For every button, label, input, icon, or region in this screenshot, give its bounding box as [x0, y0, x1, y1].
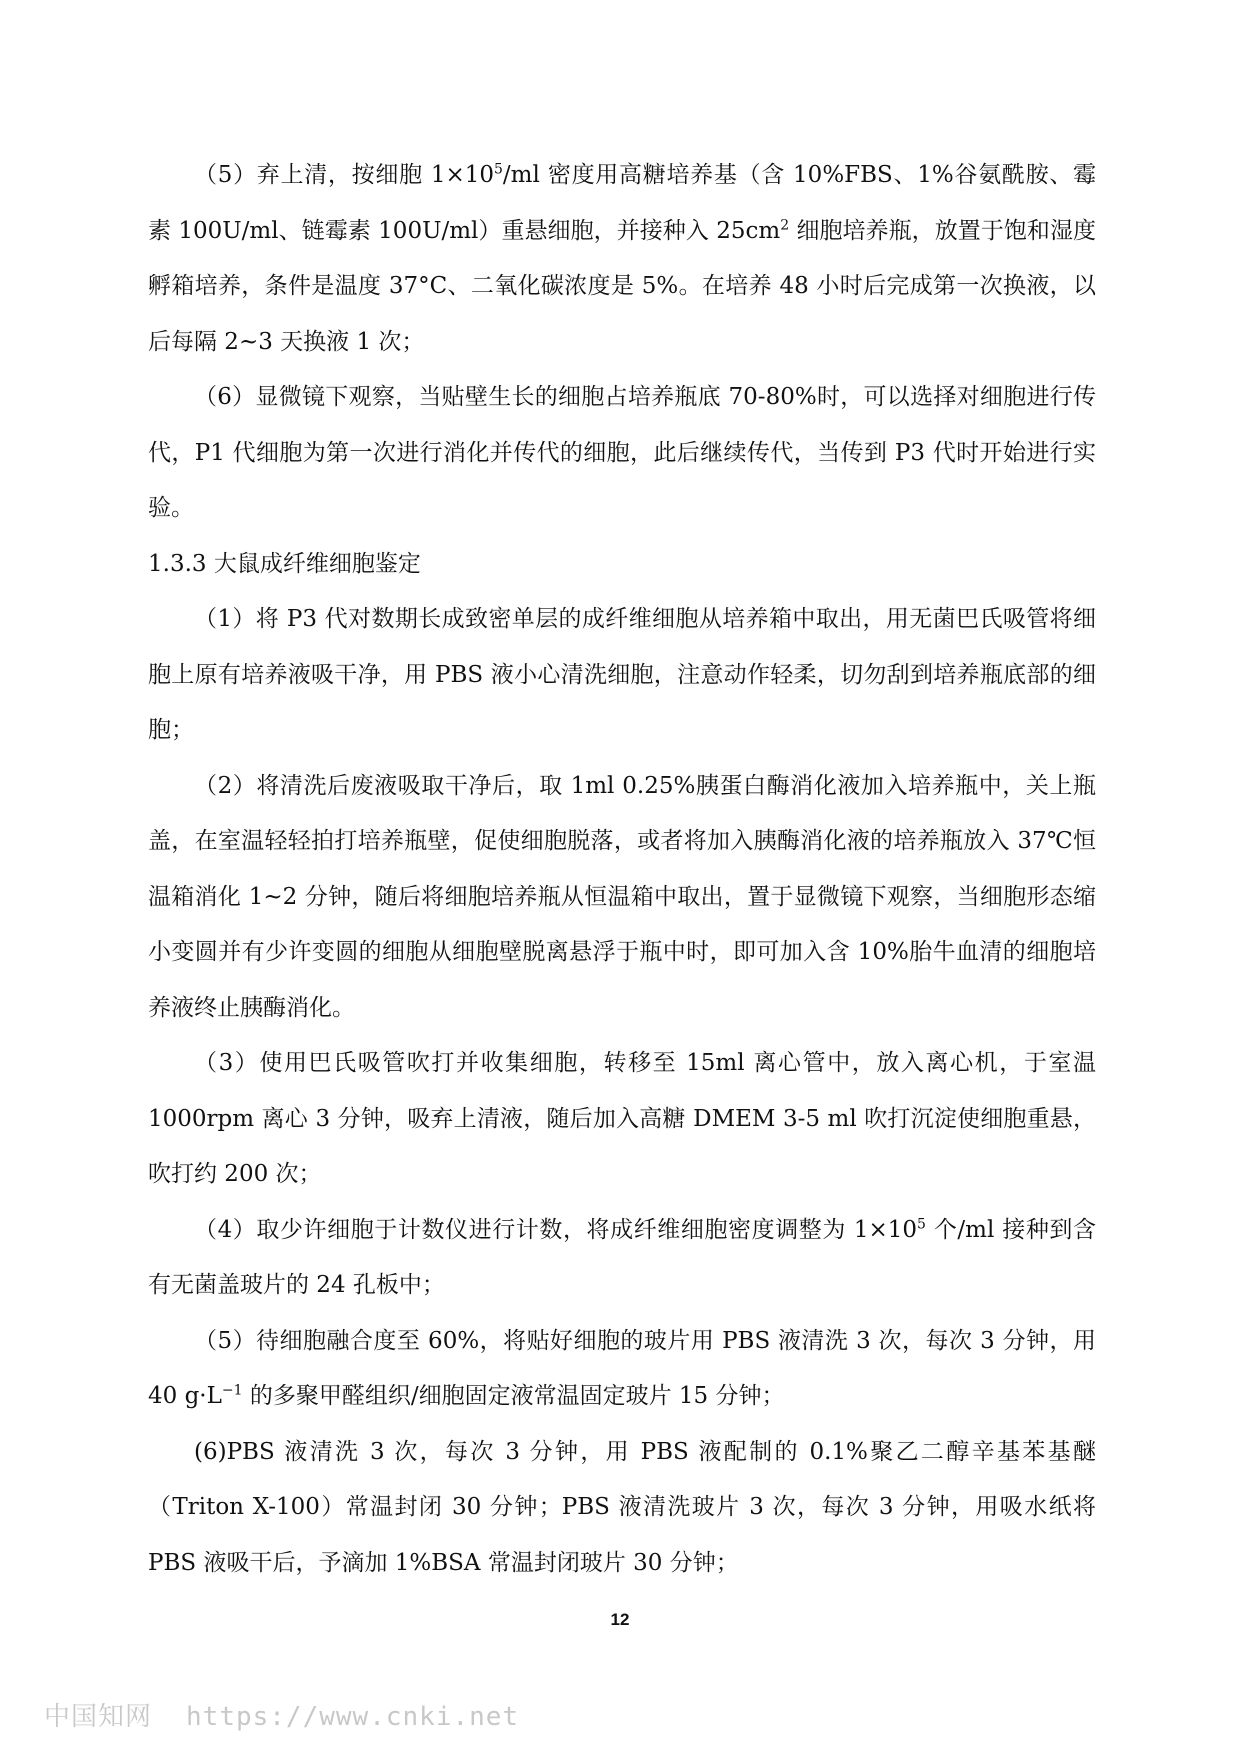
- watermark-brand: 中国知网: [44, 1702, 153, 1732]
- paragraph-identification-step-6: (6)PBS 液清洗 3 次，每次 3 分钟，用 PBS 液配制的 0.1%聚乙二醇辛基苯基醚（Triton X-100）常温封闭 30 分钟；PBS 液清洗玻片 3 次，每次 3 分钟，用吸水纸将 PBS 液吸干后，予滴加 1%BSA 常温封闭玻片 30 分钟；: [148, 1438, 1096, 1576]
- paragraph-step-5-culture: [148, 148, 1096, 370]
- document-body: [148, 148, 1096, 1591]
- watermark-url: https://www.cnki.net: [186, 1702, 520, 1732]
- superscript: −1: [221, 1382, 243, 1399]
- superscript: 5: [917, 1215, 926, 1232]
- paragraph-step-6-passage: （6）显微镜下观察，当贴壁生长的细胞占培养瓶底 70-80%时，可以选择对细胞进行传代，P1 代细胞为第一次进行消化并传代的细胞，此后继续传代，当传到 P3 代时开始进行实验。: [148, 384, 1096, 521]
- text-fragment: （5）弃上清，按细胞 1×10: [194, 162, 494, 188]
- cnki-watermark: [44, 1696, 519, 1733]
- superscript: 2: [780, 216, 790, 233]
- paragraph-identification-step-1: （1）将 P3 代对数期长成致密单层的成纤维细胞从培养箱中取出，用无菌巴氏吸管将细胞上原有培养液吸干净，用 PBS 液小心清洗细胞，注意动作轻柔，切勿刮到培养瓶底部的细胞；: [148, 606, 1096, 743]
- text-fragment: 细胞培养瓶，放置于饱和湿度孵箱培养，条件是温度 37°C、二氧化碳浓度是 5%。在培养 48 小时后完成第一次换液，以后每隔 2~3 天换液 1 次；: [148, 217, 1096, 355]
- text-fragment: （5）待细胞融合度至 60%，将贴好细胞的玻片用 PBS 液清洗 3 次，每次 3 分钟，用 40 g·L: [148, 1327, 1096, 1409]
- text-fragment: 的多聚甲醛组织/细胞固定液常温固定玻片 15 分钟；: [242, 1383, 785, 1409]
- text-fragment: 个/ml 接种到含有无菌盖玻片的 24 孔板中；: [148, 1216, 1096, 1298]
- paragraph-identification-step-4: [148, 1203, 1096, 1314]
- text-fragment: （4）取少许细胞于计数仪进行计数，将成纤维细胞密度调整为 1×10: [194, 1216, 918, 1243]
- paragraph-identification-step-2: （2）将清洗后废液吸取干净后，取 1ml 0.25%胰蛋白酶消化液加入培养瓶中，关上瓶盖，在室温轻轻拍打培养瓶壁，促使细胞脱落，或者将加入胰酶消化液的培养瓶放入 37℃恒温箱消化 1~2 分钟，随后将细胞培养瓶从恒温箱中取出，置于显微镜下观察，当细胞形态缩小变圆并有少许变圆的细胞从细胞壁脱离悬浮于瓶中时，即可加入含 10%胎牛血清的细胞培养液终止胰酶消化。: [148, 772, 1096, 1021]
- paragraph-identification-step-3: （3）使用巴氏吸管吹打并收集细胞，转移至 15ml 离心管中，放入离心机，于室温 1000rpm 离心 3 分钟，吸弃上清液，随后加入高糖 DMEM 3-5 ml 吹打沉淀使细胞重悬，吹打约 200 次；: [148, 1050, 1096, 1187]
- text-fragment: /ml 密度用高糖培养基（含 10%FBS、1%谷氨酰胺、霉素 100U/ml、链霉素 100U/ml）重悬细胞，并接种入 25cm: [148, 162, 1096, 244]
- paragraph-identification-step-5: [148, 1314, 1096, 1425]
- page-number: 12: [610, 1610, 630, 1629]
- section-heading: 1.3.3 大鼠成纤维细胞鉴定: [148, 550, 421, 577]
- superscript: 5: [494, 161, 503, 178]
